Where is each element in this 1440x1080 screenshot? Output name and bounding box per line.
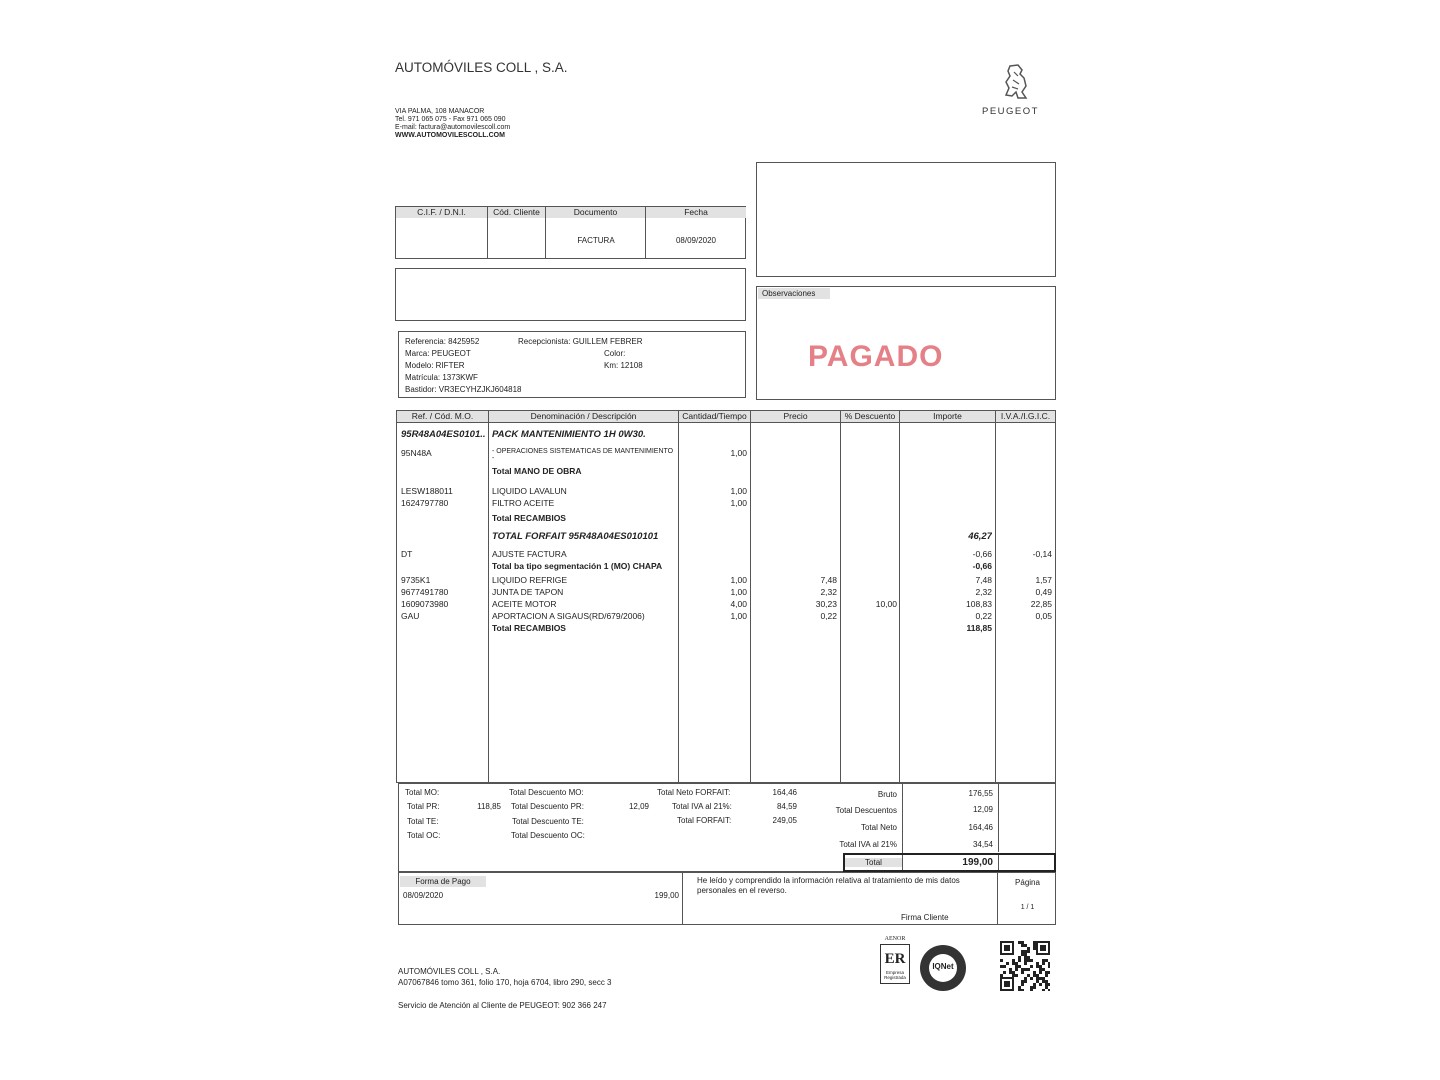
document-header-table xyxy=(395,206,746,259)
line-item-desc: Total RECAMBIOS xyxy=(492,623,566,633)
line-item-iva: 0,49 xyxy=(1035,587,1052,597)
total-oc-label: Total OC: xyxy=(407,831,441,840)
line-item-importe: -0,66 xyxy=(972,549,992,559)
company-phone: Tel. 971 065 075 - Fax 971 065 090 xyxy=(395,116,506,123)
company-address: VIA PALMA, 108 MANACOR xyxy=(395,108,485,115)
company-web: WWW.AUTOMOVILESCOLL.COM xyxy=(395,132,505,139)
payment-box xyxy=(398,872,1056,925)
bastidor: Bastidor: VR3ECYHZJKJ604818 xyxy=(405,385,522,394)
line-item-ref: GAU xyxy=(401,611,420,621)
vehicle-info-box xyxy=(398,331,746,398)
pagina-value: 1 / 1 xyxy=(1020,904,1035,911)
line-item-qty: 1,00 xyxy=(730,498,747,508)
line-item-desc: Total MANO DE OBRA xyxy=(492,466,582,476)
header-documento: Documento xyxy=(546,207,646,218)
total-value: 199,00 xyxy=(962,857,993,868)
line-item-qty: 4,00 xyxy=(730,599,747,609)
total-mo-label: Total MO: xyxy=(405,788,440,797)
observaciones-label: Observaciones xyxy=(758,288,830,299)
col-desc: Denominación / Descripción xyxy=(489,411,679,422)
line-item-importe: -0,66 xyxy=(972,561,992,571)
dto-te-label: Total Descuento TE: xyxy=(512,817,584,826)
bruto-value: 176,55 xyxy=(968,789,993,798)
line-item-desc: TOTAL FORFAIT 95R48A04ES010101 xyxy=(492,531,659,542)
payment-date: 08/09/2020 xyxy=(403,891,444,900)
line-item-ref: 9677491780 xyxy=(401,587,449,597)
line-item-precio: 30,23 xyxy=(815,599,837,609)
total-te-label: Total TE: xyxy=(407,817,439,826)
line-item-ref: 95R48A04ES0101.. xyxy=(401,429,486,440)
er-sub2: Registrada xyxy=(884,975,906,980)
line-item-desc: Total ba tipo segmentación 1 (MO) CHAPA xyxy=(492,561,663,571)
line-item-desc: APORTACION A SIGAUS(RD/679/2006) xyxy=(492,611,645,621)
line-item-ref: LESW188011 xyxy=(401,486,453,496)
firma-cliente: Firma Cliente xyxy=(901,913,949,922)
er-sub1: Empresa xyxy=(885,970,904,975)
line-item-iva: 0,05 xyxy=(1035,611,1052,621)
line-item-qty: 1,00 xyxy=(730,587,747,597)
footer-service: Servicio de Atención al Cliente de PEUGEOT: 902 366 247 xyxy=(398,1001,607,1010)
brand-name: PEUGEOT xyxy=(982,106,1039,117)
line-item-desc: Total RECAMBIOS xyxy=(492,513,566,523)
client-name-box xyxy=(395,268,746,321)
line-item-precio: 7,48 xyxy=(820,575,837,585)
payment-amount: 199,00 xyxy=(654,891,679,900)
iqnet-logo xyxy=(918,943,968,993)
line-item-importe: 0,22 xyxy=(975,611,992,621)
line-item-precio: 2,32 xyxy=(820,587,837,597)
line-item-iva: -0,14 xyxy=(1032,549,1052,559)
dto-pr-value: 12,09 xyxy=(628,802,649,811)
line-item-desc: - xyxy=(492,455,495,462)
total-iva-label: Total IVA al 21% xyxy=(839,840,897,849)
line-item-qty: 1,00 xyxy=(730,611,747,621)
aenor-er-logo xyxy=(877,936,913,998)
color: Color: xyxy=(604,349,626,358)
col-dto: % Descuento xyxy=(841,411,900,422)
privacy-notice: He leído y comprendido la información relativa al tratamiento de mis datos personales en el reverso. xyxy=(697,876,960,895)
line-item-ref: 9735K1 xyxy=(401,575,431,585)
col-iva: I.V.A./I.G.I.C. xyxy=(996,411,1055,422)
company-email: E-mail: factura@automovilescoll.com xyxy=(395,124,511,131)
line-item-qty: 1,00 xyxy=(730,486,747,496)
dto-oc-label: Total Descuento OC: xyxy=(511,831,585,840)
line-item-qty: 1,00 xyxy=(730,448,747,458)
dto-pr-label: Total Descuento PR: xyxy=(511,802,584,811)
customer-address-box xyxy=(756,162,1056,277)
summary-box xyxy=(398,783,1056,872)
total-pr-label: Total PR: xyxy=(407,802,440,811)
line-item-importe: 2,32 xyxy=(975,587,992,597)
observaciones-box xyxy=(756,286,1056,400)
qr-code-icon xyxy=(1000,941,1050,991)
total-descuentos-label: Total Descuentos xyxy=(835,806,897,815)
line-item-dto: 10,00 xyxy=(875,599,897,609)
matricula: Matrícula: 1373KWF xyxy=(405,373,478,382)
neto-forfait-value: 164,46 xyxy=(772,788,797,797)
forfait-value: 249,05 xyxy=(772,816,797,825)
line-item-desc: AJUSTE FACTURA xyxy=(492,549,567,559)
recepcionista: Recepcionista: GUILLEM FEBRER xyxy=(518,337,643,346)
line-item-desc: FILTRO ACEITE xyxy=(492,498,555,508)
line-item-importe: 46,27 xyxy=(968,531,992,542)
col-qty: Cantidad/Tiempo xyxy=(679,411,751,422)
iva-label: Total IVA al 21%: xyxy=(672,802,732,811)
forma-pago-label: Forma de Pago xyxy=(400,876,486,887)
line-item-qty: 1,00 xyxy=(730,575,747,585)
bruto-label: Bruto xyxy=(877,790,897,799)
line-item-desc: PACK MANTENIMIENTO 1H 0W30. xyxy=(492,429,646,440)
company-name: AUTOMÓVILES COLL , S.A. xyxy=(395,60,568,75)
line-item-desc: - OPERACIONES SISTEMÁTICAS DE MANTENIMIENTO xyxy=(492,448,674,455)
total-neto-value: 164,46 xyxy=(968,823,993,832)
header-cod-cliente: Cód. Cliente xyxy=(488,207,546,218)
line-item-iva: 1,57 xyxy=(1035,575,1052,585)
total-pr-value: 118,85 xyxy=(477,802,501,811)
col-precio: Precio xyxy=(751,411,841,422)
line-item-precio: 0,22 xyxy=(820,611,837,621)
line-item-desc: LIQUIDO LAVALUN xyxy=(492,486,567,496)
footer-registry: A07067846 tomo 361, folio 170, hoja 6704, libro 290, secc 3 xyxy=(398,978,612,987)
line-item-desc: JUNTA DE TAPON xyxy=(492,587,564,597)
header-fecha: Fecha xyxy=(646,207,746,218)
forfait-label: Total FORFAIT: xyxy=(677,816,732,825)
total-label: Total xyxy=(845,858,902,867)
referencia: Referencia: 8425952 xyxy=(405,337,480,346)
col-ref: Ref. / Cód. M.O. xyxy=(397,411,489,422)
neto-forfait-label: Total Neto FORFAIT: xyxy=(657,788,731,797)
col-importe: Importe xyxy=(900,411,996,422)
line-item-desc: LIQUIDO REFRIGE xyxy=(492,575,568,585)
er-mark: ER xyxy=(884,951,906,967)
km: Km: 12108 xyxy=(604,361,643,370)
line-item-ref: DT xyxy=(401,549,413,559)
modelo: Modelo: RIFTER xyxy=(405,361,465,370)
line-item-importe: 118,85 xyxy=(966,623,992,633)
pagado-stamp: PAGADO xyxy=(808,340,944,373)
footer-company: AUTOMÓVILES COLL , S.A. xyxy=(398,967,501,976)
peugeot-lion-icon xyxy=(996,62,1036,102)
line-item-ref: 1609073980 xyxy=(401,599,449,609)
pagina-label: Página xyxy=(1015,878,1040,887)
line-item-ref: 95N48A xyxy=(401,448,432,458)
dto-mo-label: Total Descuento MO: xyxy=(509,788,584,797)
line-item-importe: 108,83 xyxy=(966,599,992,609)
aenor-label: AENOR xyxy=(884,936,906,942)
fecha-value: 08/09/2020 xyxy=(675,236,717,245)
total-row xyxy=(843,853,1056,872)
total-descuentos-value: 12,09 xyxy=(972,805,993,814)
line-item-importe: 7,48 xyxy=(975,575,992,585)
iva-value: 84,59 xyxy=(776,802,797,811)
header-cif: C.I.F. / D.N.I. xyxy=(396,207,488,218)
total-iva-value: 34,54 xyxy=(972,840,993,849)
line-items-table xyxy=(396,410,1056,783)
iqnet-label: IQNet xyxy=(932,962,954,971)
documento-value: FACTURA xyxy=(577,236,615,245)
total-neto-label: Total Neto xyxy=(860,823,897,832)
marca: Marca: PEUGEOT xyxy=(405,349,471,358)
line-item-desc: ACEITE MOTOR xyxy=(492,599,557,609)
line-item-ref: 1624797780 xyxy=(401,498,449,508)
line-item-iva: 22,85 xyxy=(1030,599,1052,609)
